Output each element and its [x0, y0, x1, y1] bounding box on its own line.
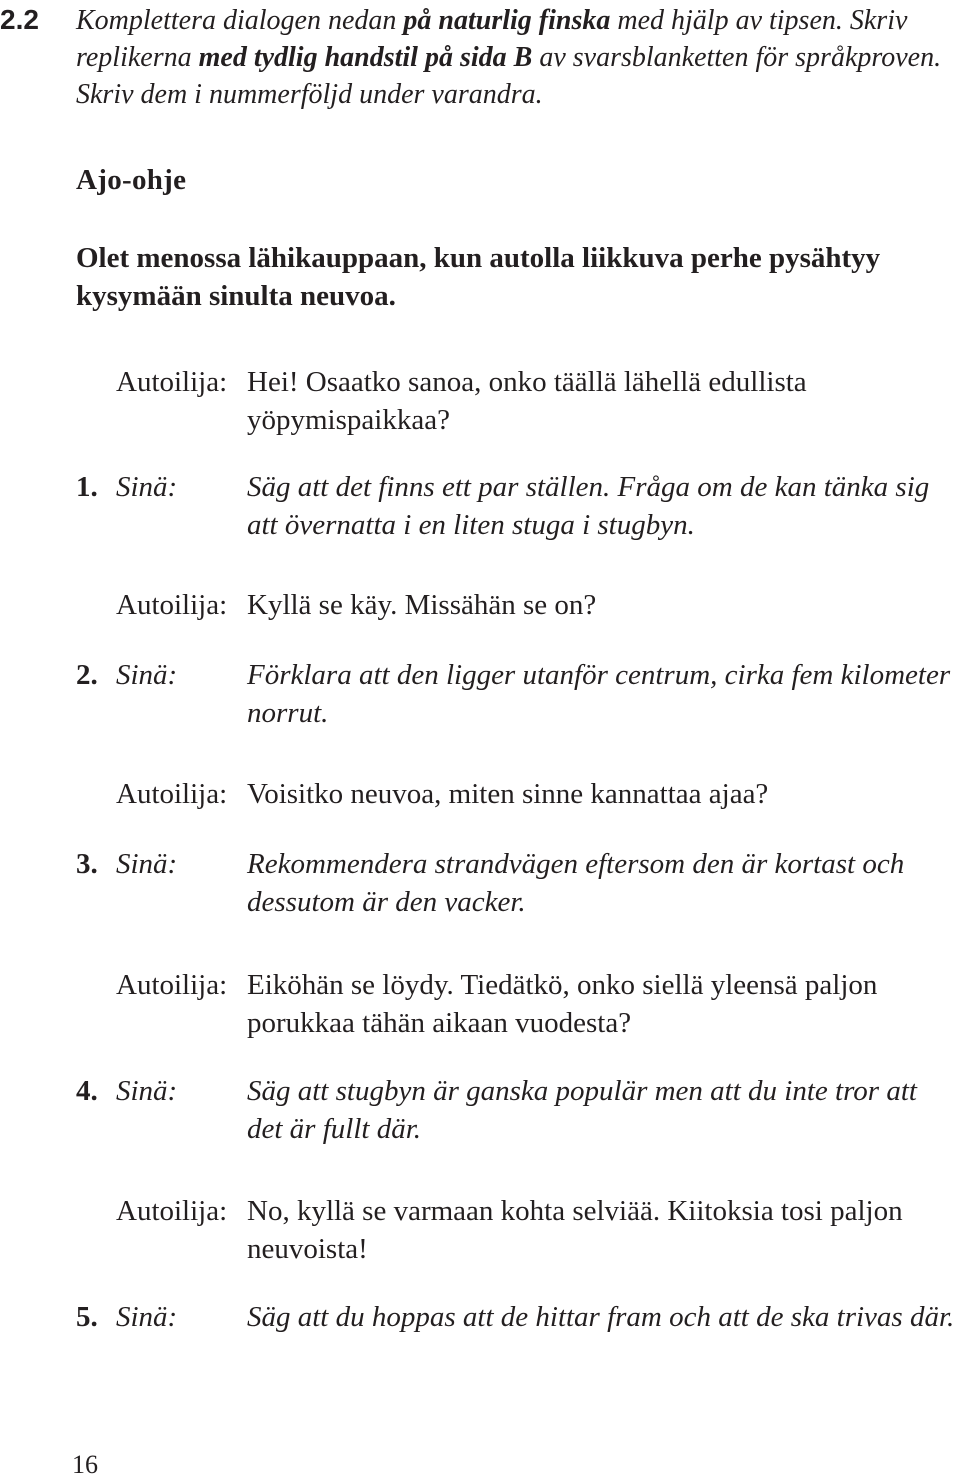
turn-number: 1.: [76, 471, 98, 503]
turn-text: Kyllä se käy. Missähän se on?: [247, 589, 597, 621]
scenario-description: Olet menossa lähikauppaan, kun autolla liikkuva perhe pysähtyy kysymään sinulta neuvoa.: [76, 242, 881, 312]
turn-text: No, kyllä se varmaan kohta selviää. Kiitoksia tosi paljon neuvoista!: [247, 1195, 903, 1265]
task-number: 2.2: [0, 4, 39, 35]
instructions-text-1: Komplettera dialogen nedan: [76, 5, 404, 36]
instructions-text-2: med hjälp av tipsen. Skriv replikerna: [76, 5, 908, 73]
task-instructions: [76, 2, 956, 113]
turn-prompt: Förklara att den ligger utanför centrum, cirka fem kilometer norrut.: [247, 659, 951, 729]
dialogue-heading: Ajo-ohje: [76, 164, 187, 196]
speaker-label: Sinä:: [116, 1075, 178, 1107]
speaker-label: Autoilija:: [116, 589, 228, 621]
speaker-label: Sinä:: [116, 659, 178, 691]
turn-prompt: Rekommendera strandvägen eftersom den är kortast och dessutom är den vacker.: [247, 848, 905, 918]
speaker-label: Autoilija:: [116, 969, 228, 1001]
speaker-label: Autoilija:: [116, 1195, 228, 1227]
turn-number: 4.: [76, 1075, 98, 1107]
instructions-emphasis-2: med tydlig handstil på sida B: [198, 42, 533, 73]
turn-prompt: Säg att du hoppas att de hittar fram och att de ska trivas där.: [247, 1301, 955, 1333]
instructions-text-3: av svarsblanketten för språkproven. Skriv dem i nummerföljd under varandra.: [76, 42, 942, 110]
turn-text: Hei! Osaatko sanoa, onko täällä lähellä edullista yöpymispaikkaa?: [247, 366, 807, 436]
speaker-label: Sinä:: [116, 471, 178, 503]
turn-number: 3.: [76, 848, 98, 880]
turn-number: 5.: [76, 1301, 98, 1333]
turn-number: 2.: [76, 659, 98, 691]
turn-prompt: Säg att stugbyn är ganska populär men att du inte tror att det är fullt där.: [247, 1075, 917, 1145]
speaker-label: Autoilija:: [116, 366, 228, 398]
speaker-label: Autoilija:: [116, 778, 228, 810]
turn-text: Voisitko neuvoa, miten sinne kannattaa ajaa?: [247, 778, 769, 810]
turn-text: Eiköhän se löydy. Tiedätkö, onko siellä yleensä paljon porukkaa tähän aikaan vuodesta?: [247, 969, 878, 1039]
turn-prompt: Säg att det finns ett par ställen. Fråga om de kan tänka sig att övernatta i en liten stuga i stugbyn.: [247, 471, 930, 541]
speaker-label: Sinä:: [116, 1301, 178, 1333]
speaker-label: Sinä:: [116, 848, 178, 880]
page-number: 16: [72, 1450, 98, 1479]
instructions-emphasis-1: på naturlig finska: [403, 5, 611, 36]
